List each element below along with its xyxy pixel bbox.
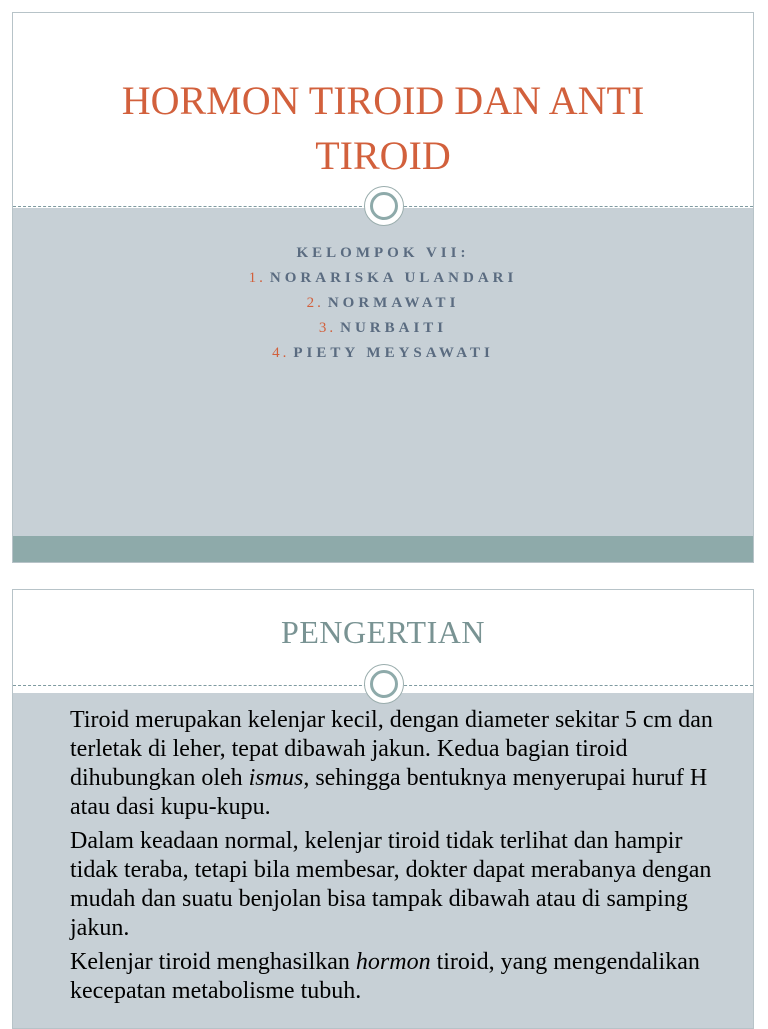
- paragraph-1-text-b: , sehingga bentuknya menyerupai huruf H atau dasi kupu-kupu.: [70, 765, 708, 820]
- member-name: NURBAITI: [340, 320, 448, 336]
- paragraph-3-italic: hormon: [355, 949, 431, 975]
- circle-ornament-icon: [364, 664, 404, 704]
- member-number: 2.: [306, 295, 324, 311]
- member-name: NORARISKA ULANDARI: [269, 270, 518, 286]
- main-title-line-1: HORMON TIROID DAN ANTI: [121, 78, 645, 123]
- paragraph-1: [70, 706, 730, 822]
- paragraph-1-text-a: Tiroid merupakan kelenjar kecil, dengan diameter sekitar 5 cm dan terletak di leher, tepat dibawah jakun. Kedua bagian tiroid dihubungkan oleh: [70, 707, 713, 791]
- group-heading: KELOMPOK VII:: [296, 245, 470, 261]
- member-name: NORMAWATI: [327, 295, 460, 311]
- slide-title: [12, 12, 754, 563]
- paragraph-3-text-b: tiroid, yang mengendalikan kecepatan metabolisme tubuh.: [70, 949, 700, 1004]
- member-name: PIETY MEYSAWATI: [293, 345, 494, 361]
- footer-band: [13, 536, 753, 562]
- group-member-list: [13, 241, 753, 366]
- member-number: 3.: [318, 320, 337, 336]
- paragraph-1-italic: ismus: [248, 765, 304, 791]
- member-number: 1.: [248, 270, 266, 286]
- paragraph-2: Dalam keadaan normal, kelenjar tiroid tidak terlihat dan hampir tidak teraba, tetapi bila membesar, dokter dapat merabanya dengan mudah dan suatu benjolan bisa tampak dibawah atau di samping jakun.: [70, 828, 712, 941]
- member-item: [13, 291, 753, 316]
- title-area: [13, 13, 753, 206]
- paragraph-3: [70, 948, 730, 1006]
- paragraph-3-text-a: Kelenjar tiroid menghasilkan: [70, 949, 356, 975]
- member-item: [13, 266, 753, 291]
- main-title: [13, 73, 753, 183]
- member-item: [13, 316, 753, 341]
- member-number: 4.: [272, 345, 290, 361]
- section-title: PENGERTIAN: [281, 614, 485, 650]
- main-title-line-2: TIROID: [315, 133, 451, 178]
- slide-pengertian: [12, 589, 754, 1029]
- member-item: [13, 341, 753, 366]
- content-text: [70, 706, 730, 1011]
- circle-ornament-icon: [364, 186, 404, 226]
